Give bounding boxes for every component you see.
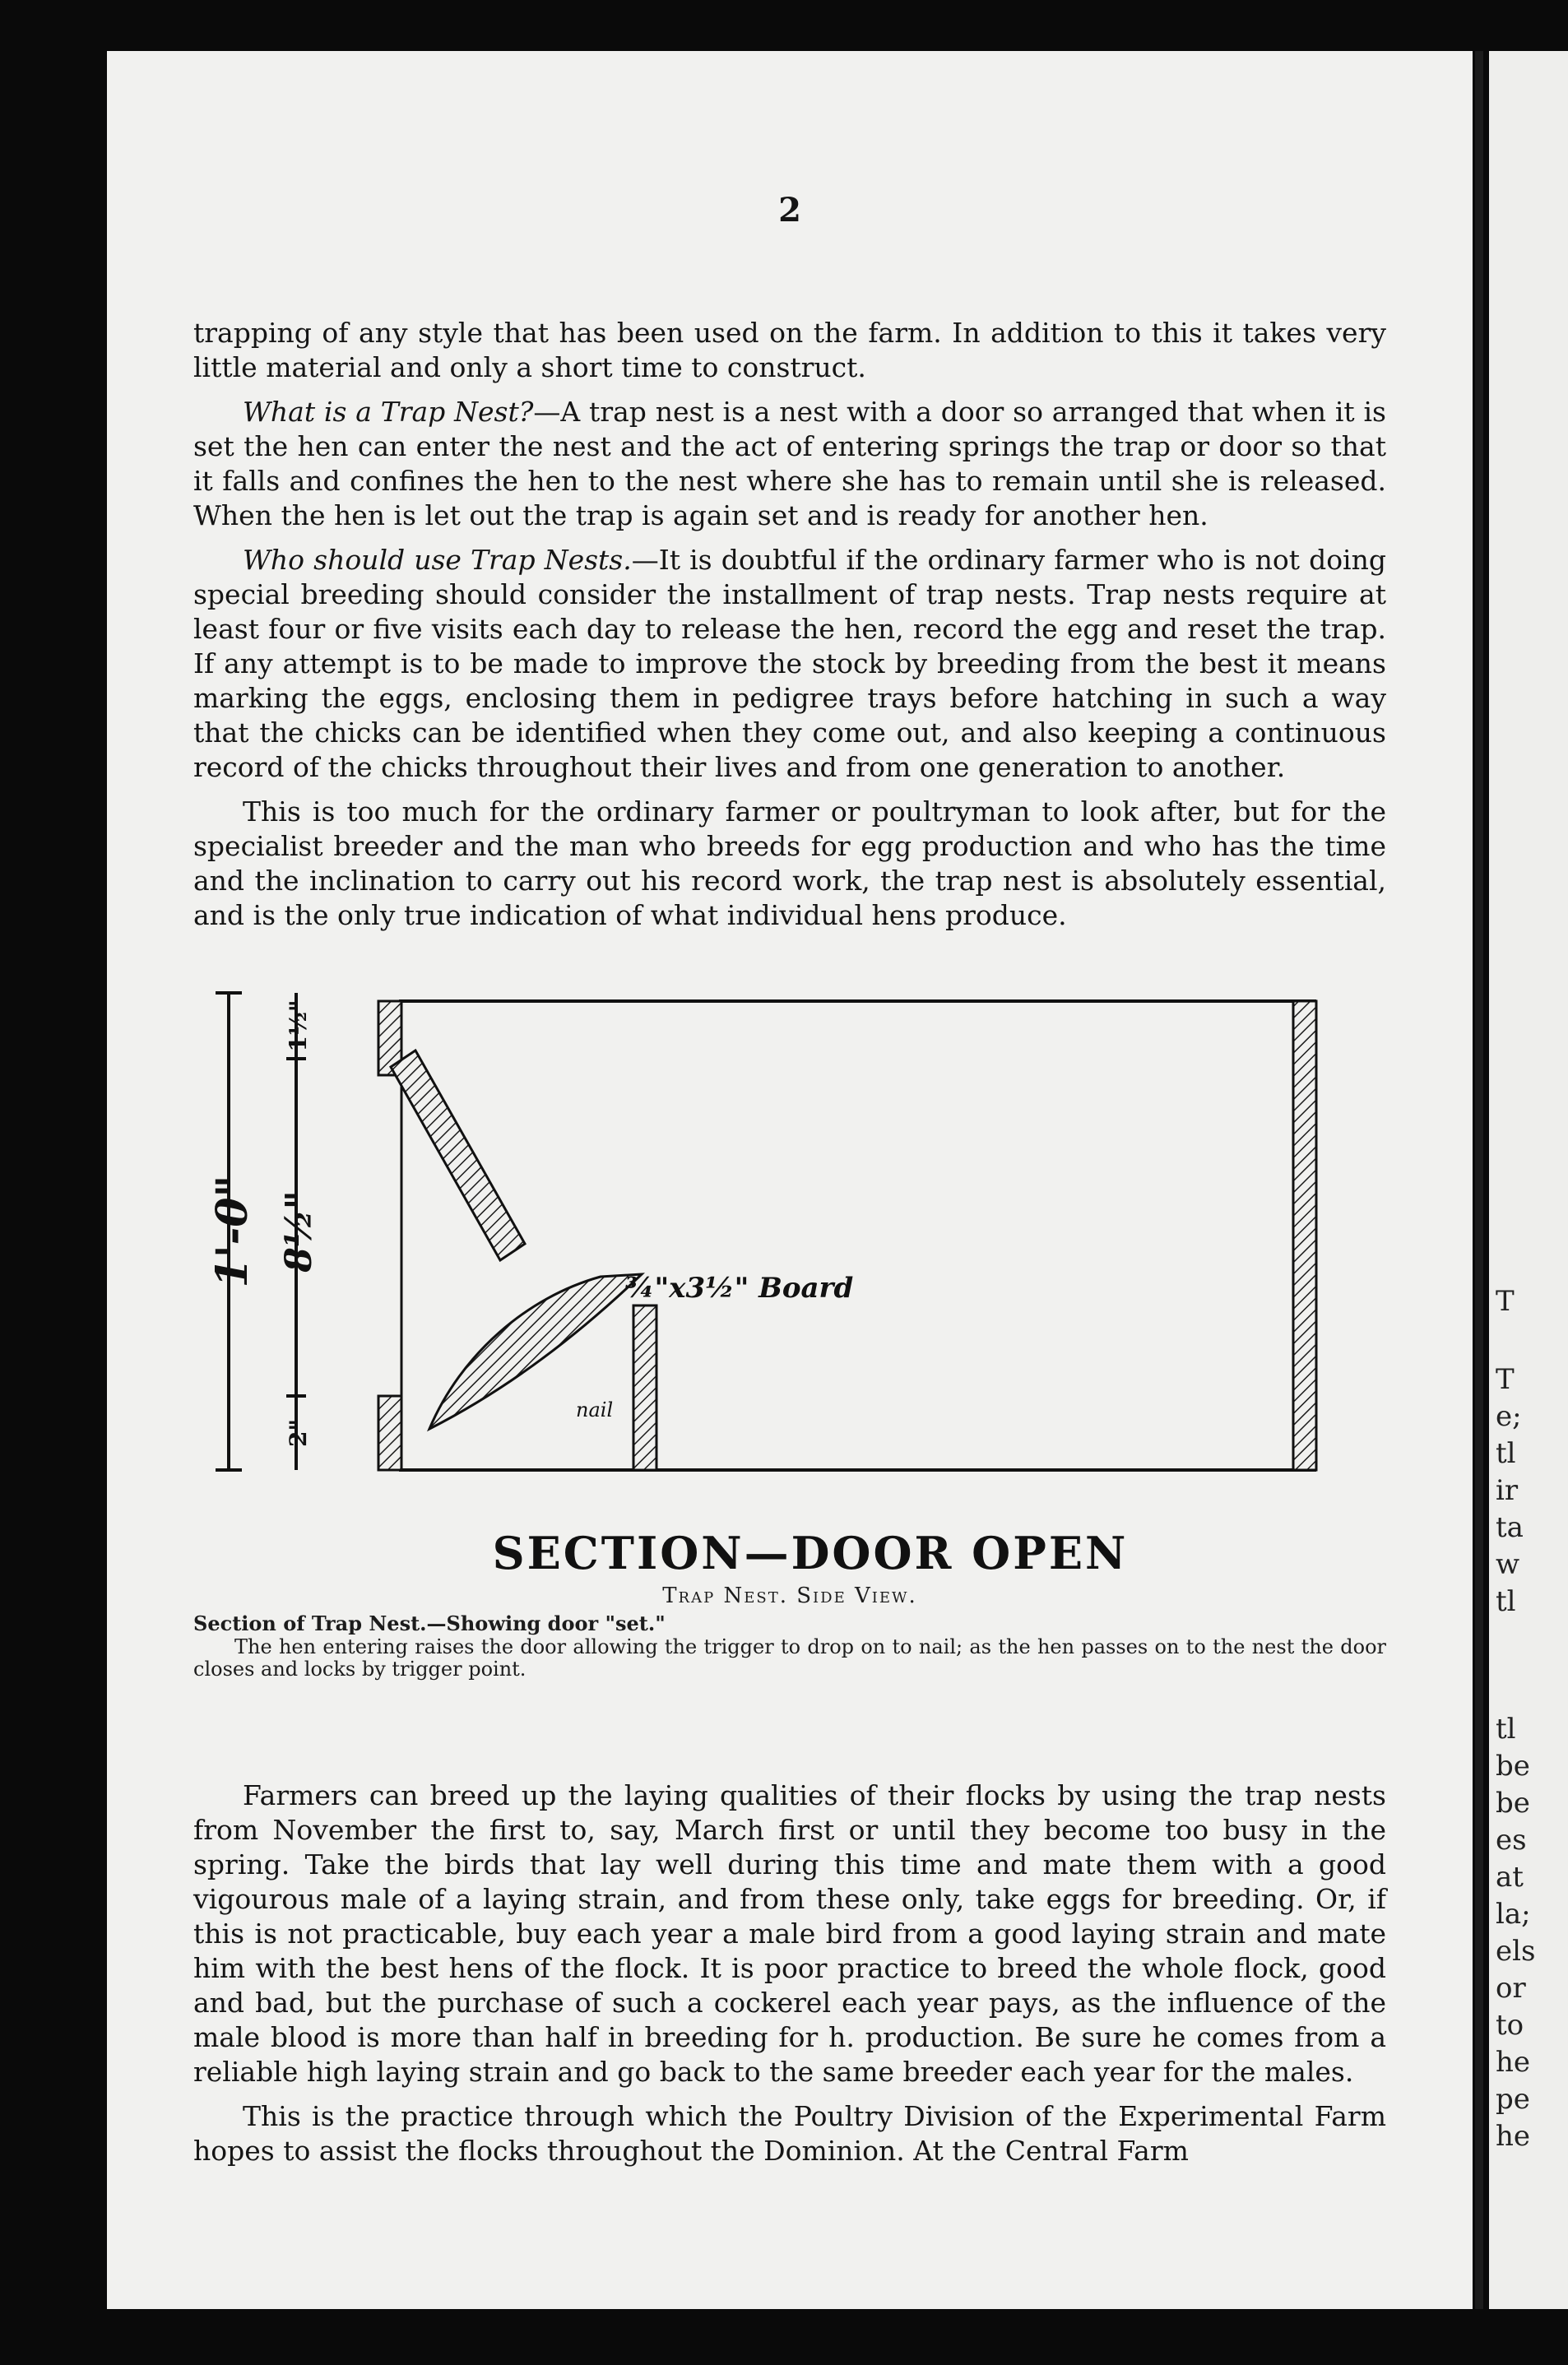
text-top [193, 316, 1386, 943]
board-divider [633, 1305, 656, 1470]
caption-subtitle: Section of Trap Nest.—Showing door "set." [193, 1611, 666, 1635]
page-edge [1475, 51, 1483, 2309]
page-number: 2 [778, 191, 801, 230]
adjacent-fragment: e; [1496, 1400, 1522, 1433]
who-heading: Who should use Trap Nests. [243, 544, 632, 576]
figure-caption [193, 1585, 1386, 1681]
specialist-paragraph: This is too much for the ordinary farmer or poultryman to look after, but for the specialist breeder and the man who breeds for egg production and who has the time and the inclination to carry out his record work, the trap nest is absolutely essential, and is the only true indication of what individual hens produce. [193, 795, 1386, 931]
document-page [107, 51, 1473, 2309]
front-wall-bottom [378, 1396, 401, 1470]
adjacent-fragment: es [1496, 1824, 1527, 1857]
practice-paragraph: This is the practice through which the Poultry Division of the Experimental Farm hopes to assist the flocks throughout the Dominion. At the Central Farm [193, 2100, 1386, 2167]
nail-label: nail [576, 1398, 614, 1421]
dim-middle-label: 8½" [278, 1190, 320, 1273]
trap-nest-diagram [207, 968, 1407, 1602]
who-paragraph [193, 543, 1386, 785]
adjacent-fragment: la; [1496, 1898, 1531, 1931]
adjacent-fragment: or [1496, 1972, 1526, 2005]
adjacent-fragment: ta [1496, 1511, 1524, 1544]
farmers-paragraph: Farmers can breed up the laying qualities of their flocks by using the trap nests from November the first to, say, March first or until they become too busy in the spring. Take the birds that lay well during this time and mate them with a good vigourous male of a laying strain, and from these only, take eggs for breeding. Or, if this is not practicable, buy each year a male bird from a good laying strain and mate him with the best hens of the flock. It is poor practice to breed the whole flock, good and bad, but the purchase of such a cockerel each year pays, as the influence of the male blood is more than half in breeding for h. production. Be sure he comes from a reliable high laying strain and go back to the same breeder each year for the males. [193, 1779, 1386, 2088]
adjacent-fragment: tl [1496, 1437, 1516, 1470]
adjacent-fragment: be [1496, 1750, 1530, 1783]
adjacent-fragment: he [1496, 2120, 1531, 2153]
adjacent-fragment: T [1496, 1285, 1515, 1318]
adjacent-fragment: els [1496, 1935, 1536, 1968]
who-text: —It is doubtful if the ordinary farmer who is not doing special breeding should consider the installment of trap nests. Trap nests require at least four or five visits each day to release the hen, record the egg and reset the trap. If any attempt is to be made to improve the stock by breeding from the best it means marking the eggs, enclosing them in pedigree trays before hatching in such a way that the chicks can be identified when they come out, and also keeping a continuous record of the chicks throughout their lives and from one generation to another. [193, 544, 1386, 783]
adjacent-fragment: w [1496, 1548, 1520, 1581]
caption-note: The hen entering raises the door allowing the trigger to drop on to nail; as the hen passes on to the nest the door closes and locks by trigger point. [193, 1635, 1386, 1681]
adjacent-fragment: be [1496, 1787, 1530, 1820]
adjacent-fragment: tl [1496, 1713, 1516, 1746]
adjacent-fragment: pe [1496, 2083, 1530, 2116]
adjacent-fragment: ir [1496, 1474, 1519, 1507]
trap-door [391, 1050, 642, 1429]
section-label: SECTION—DOOR OPEN [492, 1527, 1129, 1579]
board-label: ¾"x3½" Board [625, 1272, 854, 1305]
dim-total-label: 1'-0" [207, 1175, 257, 1288]
back-wall [1293, 1001, 1316, 1470]
adjacent-fragment: T [1496, 1363, 1515, 1396]
intro-paragraph: trapping of any style that has been used on the farm. In addition to this it takes very little material and only a short time to construct. [193, 317, 1386, 383]
adjacent-fragment: at [1496, 1861, 1524, 1894]
text-bottom [193, 1778, 1386, 2178]
adjacent-page [1489, 51, 1568, 2309]
trap-nest-heading: What is a Trap Nest? [243, 396, 534, 428]
dim-bottom-label: 2" [285, 1418, 312, 1448]
trap-nest-text: —A trap nest is a nest with a door so arranged that when it is set the hen can enter the nest and the act of entering springs the trap or door so that it falls and confines the hen to the nest where she has to remain until she is released. When the hen is let out the trap is again set and is ready for another hen. [193, 396, 1386, 531]
caption-title: Trap Nest. Side View. [662, 1584, 917, 1608]
adjacent-fragment: to [1496, 2009, 1524, 2042]
adjacent-fragment: he [1496, 2046, 1531, 2079]
dim-top-label: 1½" [285, 999, 312, 1052]
adjacent-fragment: tl [1496, 1585, 1516, 1618]
trap-nest-paragraph [193, 395, 1386, 533]
